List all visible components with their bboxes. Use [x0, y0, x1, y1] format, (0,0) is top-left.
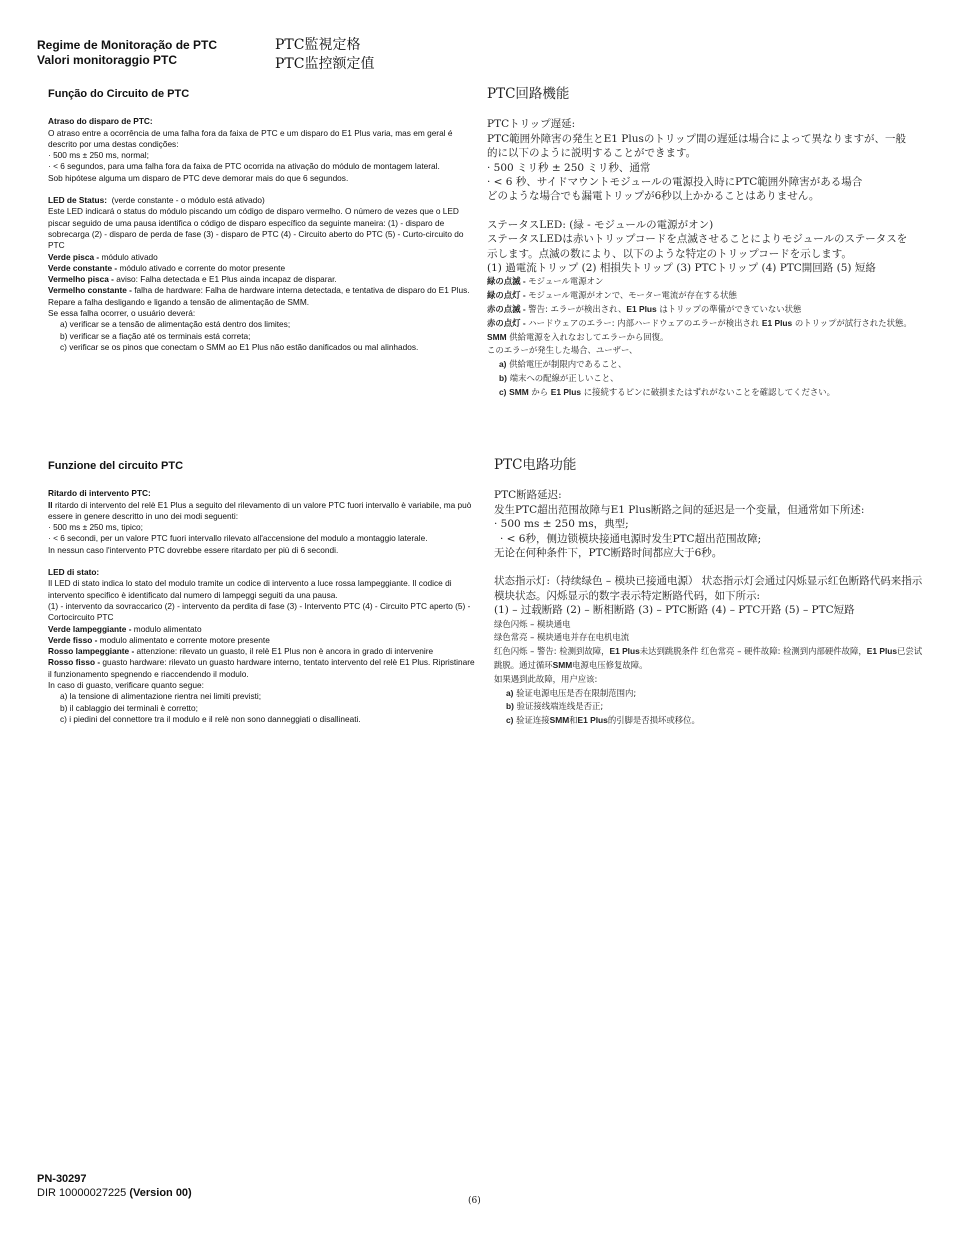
pt-if-fault: Se essa falha ocorrer, o usuário deverá: [48, 308, 196, 319]
zh-check-b-label: b) [506, 701, 514, 712]
zh-delay-item1: · 500 ms ± 250 ms，典型; [494, 518, 629, 531]
ja-check-b [487, 372, 912, 386]
zh-red-product-2: E1 Plus [866, 646, 898, 657]
pt-led-heading: LED de Status: [48, 195, 108, 206]
pt-green-blink-text: módulo ativado [101, 251, 158, 262]
ja-check-a-label: a) [499, 359, 507, 370]
zh-green-solid: 绿色常亮 – 模块通电并存在电机电流 [494, 632, 630, 643]
zh-green-blink: 绿色闪烁 – 模块通电 [494, 618, 571, 629]
header-titles-asian [275, 36, 374, 74]
pt-check-a: a) verificar se a tensão de alimentação está dentro dos limites; [60, 319, 291, 330]
ja-green-solid [487, 289, 912, 303]
zh-red-states [494, 645, 924, 673]
it-red-solid-text: guasto hardware: rilevato un guasto hardware interno, tentato intervento del relè E1 Plus. Ripristinare il funzionamento spegnendo e riaccendendo il modulo. [48, 657, 475, 679]
pt-delay-item1: · 500 ms ± 250 ms, normal; [48, 150, 149, 161]
footer-version: (Version 00) [129, 1187, 192, 1199]
it-green-blink-text: modulo alimentato [133, 623, 202, 634]
ja-check-c-label: c) [499, 386, 507, 397]
pt-delay-heading: Atraso do disparo de PTC: [48, 116, 153, 127]
footer-dir-line [37, 1186, 192, 1200]
zh-check-c [494, 714, 924, 728]
ja-red-solid-pre: ハードウェアのエラー: 内部ハードウェアのエラーが検出され [528, 317, 760, 328]
zh-check-c-text: 的引脚是否损坏或移位。 [607, 715, 700, 726]
ja-red-blink-pre: 警告: エラーが検出され、 [528, 304, 627, 315]
zh-check-a-text: 验证电源电压是否在限制范围内; [516, 687, 637, 698]
zh-check-c-smm: SMM [549, 715, 570, 726]
zh-led-codes: (1) – 过载断路 (2) – 断相断路 (3) – PTC断路 (4) – PTC开路 (5) – PTC短路 [494, 604, 855, 617]
it-check-b: b) il cablaggio dei terminali è corretto; [60, 702, 198, 713]
page-number: (6) [468, 1196, 481, 1206]
ja-section-title: PTC回路機能 [487, 86, 570, 102]
ja-delay-item2: · < 6 秒、サイドマウントモジュールの電源投入時にPTC範囲外障害がある場合 [487, 176, 863, 189]
header-titles [37, 38, 217, 68]
pt-led-heading-line [48, 195, 476, 206]
zh-red-mid-2: 已尝试跳脱。通过循环 [494, 646, 923, 671]
it-delay-text: ritardo di intervento del relè E1 Plus a seguito del rilevamento di un valore PTC fuori intervallo è variabile, ma può essere in genere descritto in uno dei modi seguenti: [48, 499, 472, 521]
it-led-text: Il LED di stato indica lo stato del modulo tramite un codice di intervento a luce rossa lampeggiante. Il codice di intervento specifico è identificato dal numero di lampeggi seguiti da una pausa. [48, 578, 452, 600]
pt-green-blink-label: Verde pisca - [48, 251, 100, 262]
pt-delay-text: O atraso entre a ocorrência de uma falha fora da faixa de PTC e um disparo do E1 Plus varia, mas em geral é descrito por uma destas condições: [48, 127, 453, 149]
ja-section [487, 87, 912, 400]
it-delay-item2: · < 6 secondi, per un valore PTC fuori intervallo rilevato all'accensione del modulo a montaggio laterale. [48, 533, 428, 544]
ja-red-blink-post: はトリップの準備ができていない状態 [659, 304, 802, 315]
ja-check-c-text: に接続するピンに破損またはずれがないことを確認してください。 [583, 386, 835, 397]
zh-delay-heading: PTC断路延迟: [494, 489, 562, 502]
ja-delay-item1: · 500 ミリ秒 ± 250 ミリ秒、通常 [487, 161, 651, 174]
ja-delay-note: どのような場合でも漏電トリップが6秒以上かかることはありません。 [487, 190, 820, 203]
zh-check-c-mid: 和 [569, 715, 578, 726]
pt-red-solid-label: Vermelho constante - [48, 285, 132, 296]
it-delay-item1: · 500 ms ± 250 ms, tipico; [48, 522, 143, 533]
ja-red-solid-label: 赤の点灯 - [487, 317, 526, 328]
ja-red-solid-smm: SMM [487, 331, 507, 342]
it-check-c: c) i piedini del connettore tra il modulo e il relè non sono danneggiati o disallineati. [60, 713, 361, 724]
zh-check-a-label: a) [506, 687, 514, 698]
it-section [48, 461, 476, 725]
zh-red-smm: SMM [552, 660, 573, 671]
it-if-fault: In caso di guasto, verificare quanto segue: [48, 680, 204, 691]
ja-check-b-text: 端末への配線が正しいこと、 [509, 373, 619, 384]
footer-dir: DIR 10000027225 [37, 1187, 127, 1199]
pt-red-solid [48, 285, 476, 308]
it-red-solid-label: Rosso fisso - [48, 657, 101, 668]
zh-led-states [494, 618, 924, 728]
ja-red-solid [487, 317, 912, 345]
ja-red-solid-product: E1 Plus [761, 317, 793, 328]
ja-check-c-product: E1 Plus [550, 386, 582, 397]
ja-green-blink-text: モジュール電源オン [528, 276, 604, 287]
zh-red-product: E1 Plus [609, 646, 640, 657]
it-delay-text-line [48, 500, 476, 523]
zh-led-text: 状态指示灯:（持续绿色 – 模块已接通电源） 状态指示灯会通过闪烁显示红色断路代码来指示模块状态。闪烁显示的数字表示特定断路代码，如下所示: [494, 575, 923, 602]
it-green-blink-label: Verde lampeggiante - [48, 623, 132, 634]
zh-check-c-pre: 验证连接 [516, 715, 550, 726]
pt-check-b: b) verificar se a fiação até os terminais está correta; [60, 330, 251, 341]
pt-red-blink [48, 274, 476, 285]
it-red-blink [48, 646, 476, 657]
ja-red-solid-mid: のトリップが試行された状態。 [794, 317, 912, 328]
pt-green-solid [48, 263, 476, 274]
it-red-blink-text: attenzione: rilevato un guasto, il relè E1 Plus non è ancora in grado di intervenire [136, 646, 434, 657]
zh-delay-item2: · < 6秒，侧边锁模块接通电源时发生PTC超出范围故障; [500, 532, 762, 545]
ja-green-blink [487, 275, 912, 289]
header-title-zh: PTC监控额定值 [275, 56, 375, 72]
pt-green-solid-text: módulo ativado e corrente do motor presente [119, 262, 286, 273]
it-green-blink [48, 624, 476, 635]
pt-green-blink [48, 252, 476, 263]
it-delay-lead: Il [48, 499, 53, 510]
zh-check-b-text: 验证接线端连线是否正; [516, 701, 604, 712]
header-title-pt: Regime de Monitoração de PTC [37, 38, 218, 52]
footer-part-number: PN-30297 [37, 1173, 87, 1185]
ja-led-heading: ステータスLED: (緑 - モジュールの電源がオン) [487, 218, 714, 231]
ja-delay-text: PTC範囲外障害の発生とE1 Plusのトリップ間の遅延は場合によって異なりますが、一般的に以下のように説明することができます。 [487, 132, 906, 160]
it-check-a: a) la tensione di alimentazione rientra nei limiti previsti; [60, 691, 262, 702]
ja-check-a [487, 358, 912, 372]
ja-green-solid-text: モジュール電源がオンで、モーター電流が存在する状態 [528, 290, 737, 301]
ja-red-blink-product: E1 Plus [626, 304, 657, 315]
pt-red-blink-label: Vermelho pisca - [48, 274, 114, 285]
pt-led-state: (verde constante - o módulo está ativado) [111, 195, 265, 206]
ja-check-c [487, 386, 912, 400]
header-title-ja: PTC監視定格 [275, 37, 361, 53]
it-green-solid-text: modulo alimentato e corrente motore presente [99, 634, 270, 645]
zh-delay-note: 无论在何种条件下，PTC断路时间都应大于6秒。 [494, 547, 723, 560]
ja-led-states [487, 275, 912, 399]
pt-red-blink-text: aviso: Falha detectada e E1 Plus ainda incapaz de disparar. [116, 274, 337, 285]
zh-section [494, 458, 924, 728]
footer-block [37, 1172, 192, 1200]
ja-if-fault: このエラーが発生した場合、ユーザー、 [487, 345, 638, 356]
ja-red-blink-label: 赤の点滅 - [487, 304, 526, 315]
it-led-heading: LED di stato: [48, 567, 100, 578]
zh-check-a [494, 687, 924, 701]
zh-if-fault: 如果遇到此故障，用户应该: [494, 673, 598, 684]
ja-red-solid-post: 供給電源を入れなおしてエラーから回復。 [509, 331, 669, 342]
zh-check-c-product: E1 Plus [577, 715, 608, 726]
zh-section-title: PTC电路功能 [494, 457, 577, 473]
ja-check-b-label: b) [499, 373, 507, 384]
it-green-solid-label: Verde fisso - [48, 634, 98, 645]
zh-check-b [494, 700, 924, 714]
it-section-title: Funzione del circuito PTC [48, 460, 184, 472]
zh-delay-text: 发生PTC超出范围故障与E1 Plus断路之间的延迟是一个变量，但通常如下所述: [494, 503, 865, 516]
pt-red-solid-text: falha de hardware: Falha de hardware interna detectada, e tentativa de disparo do E1 Plus. Repare a falha desligando e ligando a tensão de alimentação de SMM. [48, 285, 470, 307]
zh-red-mid: 未达到跳脱条件 红色常亮 – 硬件故障: 检测到内部硬件故障， [639, 646, 867, 657]
it-green-solid [48, 635, 476, 646]
zh-check-c-label: c) [506, 715, 514, 726]
pt-section [48, 89, 476, 353]
it-red-solid [48, 657, 476, 680]
zh-red-pre: 红色闪烁 – 警告: 检测到故障， [494, 646, 610, 657]
ja-red-blink [487, 303, 912, 317]
ja-check-a-text: 供給電圧が制限内であること、 [509, 359, 627, 370]
it-led-codes: (1) - intervento da sovraccarico (2) - intervento da perdita di fase (3) - Intervento PTC (4) - Circuito PTC aperto (5) - Cortocircuito PTC [48, 600, 471, 623]
pt-led-text: Este LED indicará o status do módulo piscando um código de disparo vermelho. O número de vezes que o LED piscar seguido de uma pausa identifica o código de disparo específico da seguinte maneira: (1) - disparo de sobrecarga (2) - disparo de perda de fase (3) - disparo de PTC (4) - Circuito aberto do PTC (5) - Curto-circuito do PTC [48, 206, 464, 251]
ja-delay-heading: PTCトリップ遅延: [487, 118, 576, 131]
ja-green-solid-label: 緑の点灯 - [487, 290, 526, 301]
pt-delay-item2: · < 6 segundos, para uma falha fora da faixa de PTC ocorrida na ativação do módulo de montagem lateral. [48, 161, 440, 172]
pt-green-solid-label: Verde constante - [48, 262, 118, 273]
ja-led-codes: (1) 過電流トリップ (2) 相損失トリップ (3) PTCトリップ (4) PTC開回路 (5) 短絡 [487, 262, 876, 275]
it-red-blink-label: Rosso lampeggiante - [48, 646, 135, 657]
it-delay-note: In nessun caso l'intervento PTC dovrebbe essere ritardato per più di 6 secondi. [48, 544, 339, 555]
ja-check-c-mid: から [531, 386, 549, 397]
it-delay-heading: Ritardo di intervento PTC: [48, 488, 151, 499]
pt-section-title: Função do Circuito de PTC [48, 88, 190, 100]
header-title-it: Valori monitoraggio PTC [37, 53, 178, 67]
zh-red-post: 电源电压修复故障。 [572, 660, 648, 671]
ja-led-text: ステータスLEDは赤いトリップコードを点滅させることによりモジュールのステータスを示します。点滅の数により、以下のような特定のトリップコードを示します。 [487, 233, 908, 260]
ja-check-c-smm: SMM [509, 386, 529, 397]
pt-delay-note: Sob hipótese alguma um disparo de PTC deve demorar mais do que 6 segundos. [48, 172, 349, 183]
ja-green-blink-label: 緑の点滅 - [487, 276, 526, 287]
pt-check-c: c) verificar se os pinos que conectam o SMM ao E1 Plus não estão danificados ou mal alinhados. [60, 341, 419, 352]
